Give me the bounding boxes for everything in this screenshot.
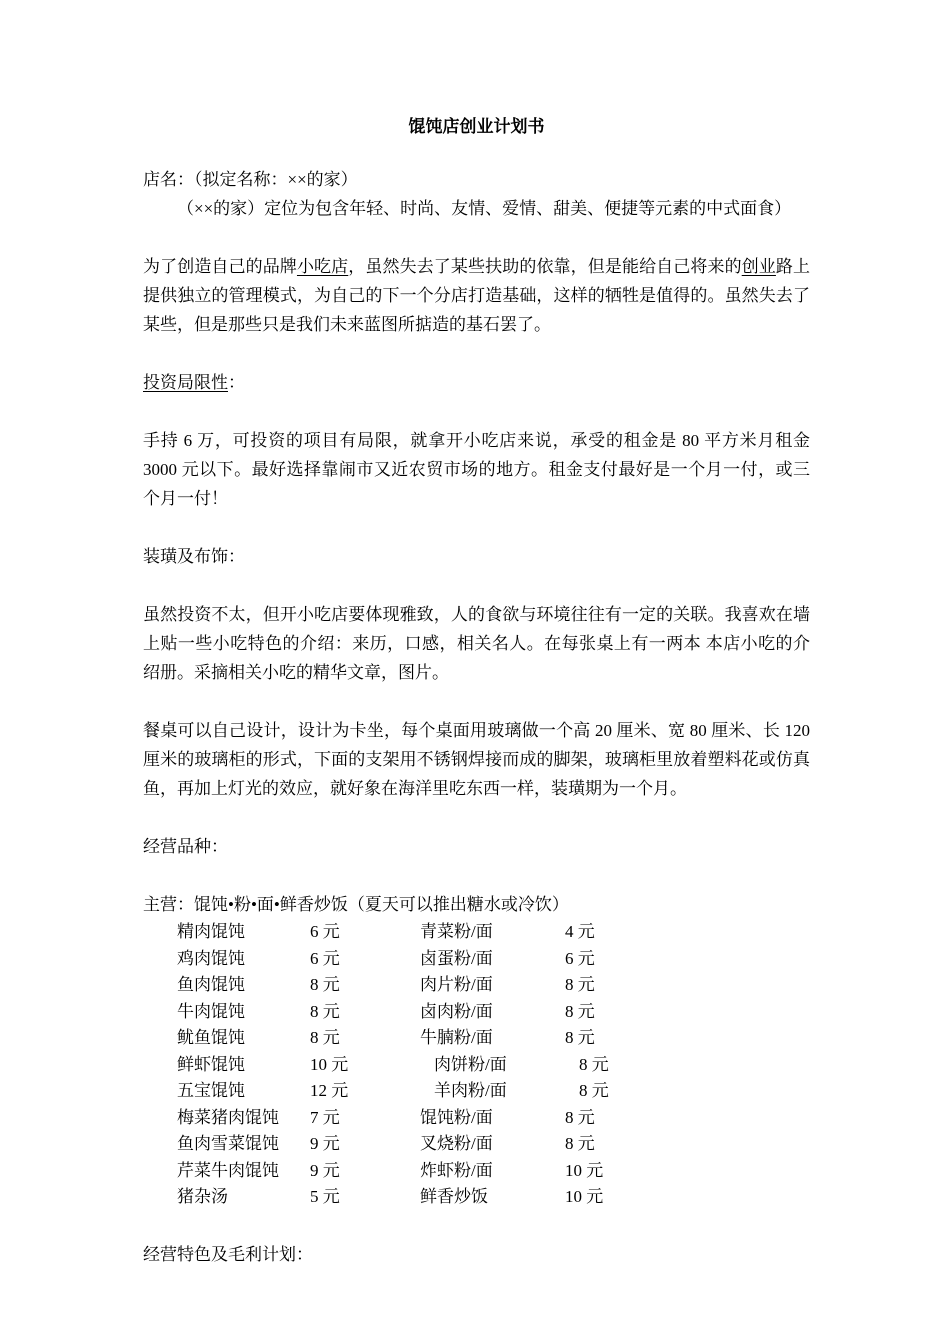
menu-item-price: 8 元 (310, 975, 340, 994)
menu-item-name: 肉饼粉/面 (434, 1054, 507, 1074)
menu-item-name: 梅菜猪肉馄饨 (177, 1107, 279, 1127)
paragraph-investment: 手持 6 万，可投资的项目有局限，就拿开小吃店来说，承受的租金是 80 平方米月租金 3000 元以下。最好选择靠闹市又近农贸市场的地方。租金支付最好是一个月一付，或三个月一付！ (143, 431, 810, 508)
menu-item-price: 9 元 (310, 1134, 340, 1153)
heading-investment-limits-colon: ： (228, 373, 245, 392)
menu-item-price: 8 元 (310, 1001, 340, 1021)
menu-row (143, 1105, 810, 1132)
menu-row (143, 1052, 810, 1079)
menu-item-name: 青菜粉/面 (420, 922, 493, 941)
menu-row (143, 1131, 810, 1158)
paragraph-brand (143, 252, 810, 339)
menu-item-price: 6 元 (310, 922, 340, 941)
heading-investment-limits-text: 投资局限性 (143, 373, 228, 392)
menu-row (143, 946, 810, 973)
menu-item-price: 4 元 (565, 922, 595, 941)
menu-item-price: 10 元 (565, 1160, 604, 1180)
menu-item-name: 鲜虾馄饨 (177, 1054, 245, 1074)
shop-description-line: （××的家）定位为包含年轻、时尚、友情、爱情、甜美、便捷等元素的中式面食） (177, 199, 792, 218)
menu-item-price: 10 元 (310, 1054, 349, 1074)
menu-item-price: 10 元 (565, 1187, 604, 1206)
menu-item-name: 芹菜牛肉馄饨 (177, 1160, 279, 1180)
menu-item-name: 牛肉馄饨 (177, 1001, 245, 1021)
menu-item-price: 8 元 (579, 1054, 609, 1074)
menu-item-name: 鲜香炒饭 (420, 1187, 488, 1206)
paragraph-brand-underlined-1: 小吃店 (296, 257, 349, 276)
menu-item-price: 8 元 (310, 1028, 340, 1047)
menu-intro-line: 主营：馄饨•粉•面•鲜香炒饭（夏天可以推出糖水或冷饮） (143, 895, 569, 914)
menu-item-price: 8 元 (565, 1107, 595, 1127)
menu-item-price: 8 元 (565, 1001, 595, 1021)
price-list (143, 919, 810, 1211)
menu-item-price: 8 元 (565, 1028, 595, 1047)
menu-row (143, 1184, 810, 1211)
menu-item-name: 馄饨粉/面 (420, 1107, 493, 1127)
shop-name-line: 店名：（拟定名称：××的家） (143, 170, 358, 189)
menu-row (143, 1078, 810, 1105)
paragraph-brand-text-2: ，虽然失去了某些扶助的依靠，但是能给自己将来的 (348, 257, 742, 276)
heading-features-profit: 经营特色及毛利计划： (143, 1244, 313, 1264)
menu-row (143, 919, 810, 946)
heading-products: 经营品种： (143, 837, 228, 856)
paragraph-brand-text-3: 路上提供独立的管理模式，为自己的下一个分店打造基础，这样的牺牲是值得的。虽然失去了某些，但是那些只是我们未来蓝图所掂造的基石罢了。 (143, 257, 811, 334)
menu-item-price: 9 元 (310, 1160, 340, 1180)
menu-item-price: 6 元 (310, 948, 340, 968)
menu-item-name: 羊肉粉/面 (434, 1081, 507, 1100)
paragraph-decoration-2: 餐桌可以自己设计，设计为卡坐，每个桌面用玻璃做一个高 20 厘米、宽 80 厘米、长 120 厘米的玻璃柜的形式，下面的支架用不锈钢焊接而成的脚架，玻璃柜里放着塑料花或仿真鱼，再加上灯光的效应，就好象在海洋里吃东西一样，装璜期为一个月。 (143, 721, 810, 798)
menu-item-price: 6 元 (565, 948, 595, 968)
menu-item-price: 8 元 (565, 1134, 595, 1153)
paragraph-brand-text-1: 为了创造自己的品牌 (143, 257, 297, 276)
menu-item-name: 卤蛋粉/面 (420, 948, 493, 968)
menu-item-name: 猪杂汤 (177, 1187, 228, 1206)
menu-row (143, 1158, 810, 1185)
menu-item-name: 精肉馄饨 (177, 922, 245, 941)
menu-item-name: 卤肉粉/面 (420, 1001, 493, 1021)
menu-item-price: 12 元 (310, 1081, 349, 1100)
document-title: 馄饨店创业计划书 (408, 117, 545, 136)
menu-item-price: 8 元 (565, 975, 595, 994)
paragraph-brand-underlined-2: 创业 (741, 257, 776, 276)
menu-item-price: 5 元 (310, 1187, 340, 1206)
shop-name-block (143, 165, 810, 223)
menu-item-name: 肉片粉/面 (420, 975, 493, 994)
heading-investment-limits (143, 368, 810, 397)
menu-item-name: 鱿鱼馄饨 (177, 1028, 245, 1047)
menu-row (143, 999, 810, 1026)
paragraph-decoration-1: 虽然投资不太，但开小吃店要体现雅致，人的食欲与环境往往有一定的关联。我喜欢在墙上贴一些小吃特色的介绍：来历，口感，相关名人。在每张桌上有一两本 本店小吃的介绍册。采摘相关小吃的精华文章，图片。 (143, 605, 810, 682)
menu-row (143, 1025, 810, 1052)
menu-item-name: 炸虾粉/面 (420, 1160, 493, 1180)
menu-item-name: 五宝馄饨 (177, 1081, 245, 1100)
menu-item-name: 牛腩粉/面 (420, 1028, 493, 1047)
heading-decoration: 装璜及布饰： (143, 547, 245, 566)
menu-row (143, 972, 810, 999)
menu-item-price: 7 元 (310, 1107, 340, 1127)
menu-item-price: 8 元 (579, 1081, 609, 1100)
menu-item-name: 鱼肉馄饨 (177, 975, 245, 994)
menu-item-name: 鱼肉雪菜馄饨 (177, 1134, 279, 1153)
menu-item-name: 叉烧粉/面 (420, 1134, 493, 1153)
menu-item-name: 鸡肉馄饨 (177, 948, 245, 968)
